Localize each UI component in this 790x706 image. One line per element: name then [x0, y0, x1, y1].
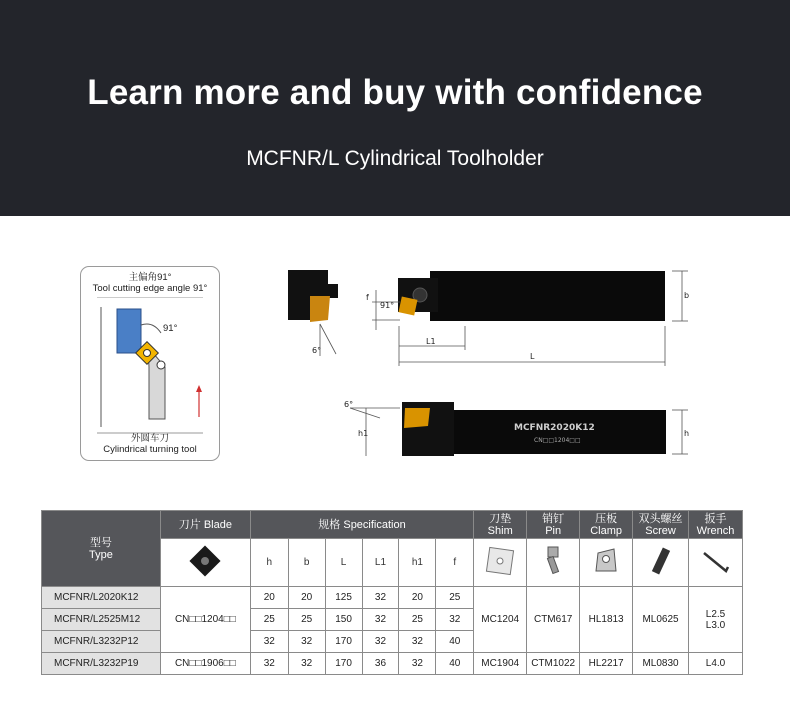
- feed-direction-arrow: [196, 385, 202, 392]
- dim-L-text: L: [530, 352, 535, 361]
- h-cell: 20: [250, 587, 288, 609]
- shim-cell: MC1204: [474, 587, 527, 653]
- L1-cell: 32: [362, 609, 399, 631]
- L1-cell: 32: [362, 631, 399, 653]
- b-cell: 32: [288, 653, 325, 675]
- blade-code-cell: CN□□1204□□: [160, 587, 250, 653]
- col-type-header: [42, 511, 161, 587]
- blade-icon: [185, 541, 225, 581]
- pin-icon: [535, 543, 571, 579]
- body-insert-code-text: CN□□1204□□: [534, 437, 581, 444]
- col-pin-header: 销钉 Pin: [527, 511, 580, 539]
- plan-view-insert: [399, 297, 418, 316]
- L1-cell: 36: [362, 653, 399, 675]
- dim-L1-text: L1: [426, 337, 436, 346]
- blade-image-cell: [160, 539, 250, 587]
- dim-h1-header: h1: [399, 539, 436, 587]
- dim-h-text: h: [684, 429, 690, 438]
- header-banner: [0, 0, 790, 216]
- f-cell: 40: [436, 631, 474, 653]
- dim-h1-text: h1: [358, 429, 369, 438]
- page-subtitle: MCFNR/L Cylindrical Toolholder: [246, 147, 544, 170]
- L-cell: 170: [325, 653, 362, 675]
- screw-icon: [643, 543, 679, 579]
- h1-cell: 32: [399, 631, 436, 653]
- angle-91-label: 91°: [380, 301, 395, 310]
- b-cell: 25: [288, 609, 325, 631]
- col-type-en: Type: [89, 548, 113, 561]
- b-cell: 20: [288, 587, 325, 609]
- col-spec-header: 规格 Specification: [250, 511, 473, 539]
- workpiece-diagram: [81, 297, 219, 437]
- type-cell: MCFNR/L3232P12: [42, 631, 161, 653]
- h1-cell: 32: [399, 653, 436, 675]
- f-cell: 25: [436, 587, 474, 609]
- wrench-cell: L2.5 L3.0: [689, 587, 743, 653]
- h-cell: 32: [250, 653, 288, 675]
- h1-cell: 20: [399, 587, 436, 609]
- f-cell: 40: [436, 653, 474, 675]
- dim-b-header: b: [288, 539, 325, 587]
- col-screw-header: 双头螺丝 Screw: [633, 511, 689, 539]
- technical-drawing: [280, 260, 700, 480]
- type-cell: MCFNR/L2020K12: [42, 587, 161, 609]
- side-angle-text: 6°: [344, 400, 354, 409]
- col-shim-header: 刀垫 Shim: [474, 511, 527, 539]
- pin-image-cell: [527, 539, 580, 587]
- body-marking-text: MCFNR2020K12: [514, 423, 595, 433]
- angle-label-cn: 主偏角91°: [128, 272, 172, 283]
- tool-type-en: Cylindrical turning tool: [103, 444, 197, 455]
- screw-cell: ML0625: [633, 587, 689, 653]
- dim-f-header: f: [436, 539, 474, 587]
- clamp-cell: HL2217: [580, 653, 633, 675]
- dim-L1-header: L1: [362, 539, 399, 587]
- wrench-image-cell: [689, 539, 743, 587]
- clamp-image-cell: [580, 539, 633, 587]
- clamp-icon: [588, 543, 624, 579]
- page-title: Learn more and buy with confidence: [87, 73, 703, 112]
- pin-cell: CTM617: [527, 587, 580, 653]
- wrench-cell: L4.0: [689, 653, 743, 675]
- h1-cell: 25: [399, 609, 436, 631]
- clamp-cell: HL1813: [580, 587, 633, 653]
- angle-91-text: 91°: [163, 323, 178, 334]
- screw-cell: ML0830: [633, 653, 689, 675]
- table-row: [42, 587, 743, 609]
- dim-f-text: f: [366, 293, 369, 302]
- angle-label-en: Tool cutting edge angle 91°: [92, 283, 208, 294]
- L-cell: 170: [325, 631, 362, 653]
- plan-view-body: [430, 271, 665, 321]
- cutting-angle-diagram: [80, 266, 220, 461]
- shim-cell: MC1904: [474, 653, 527, 675]
- pin-cell: CTM1022: [527, 653, 580, 675]
- spec-table: [41, 510, 743, 675]
- shim-image-cell: [474, 539, 527, 587]
- h-cell: 25: [250, 609, 288, 631]
- L-cell: 125: [325, 587, 362, 609]
- side-view-insert: [404, 408, 430, 428]
- dim-h-header: h: [250, 539, 288, 587]
- L1-cell: 32: [362, 587, 399, 609]
- f-cell: 32: [436, 609, 474, 631]
- shim-icon: [482, 543, 518, 579]
- col-blade-header: 刀片 Blade: [160, 511, 250, 539]
- b-cell: 32: [288, 631, 325, 653]
- type-cell: MCFNR/L2525M12: [42, 609, 161, 631]
- h-cell: 32: [250, 631, 288, 653]
- type-cell: MCFNR/L3232P19: [42, 653, 161, 675]
- table-row: [42, 653, 743, 675]
- dim-L-header: L: [325, 539, 362, 587]
- end-angle-text: 6°: [312, 346, 322, 355]
- workpiece-shape: [117, 309, 141, 353]
- col-wrench-header: 扳手 Wrench: [689, 511, 743, 539]
- end-view-insert: [310, 296, 330, 322]
- col-type-cn: 型号: [89, 536, 112, 549]
- wrench-icon: [698, 543, 734, 579]
- dim-b-text: b: [684, 291, 690, 300]
- L-cell: 150: [325, 609, 362, 631]
- screw-image-cell: [633, 539, 689, 587]
- tool-type-cn: 外圆车刀: [130, 433, 169, 444]
- col-clamp-header: 压板 Clamp: [580, 511, 633, 539]
- blade-code-cell: CN□□1906□□: [160, 653, 250, 675]
